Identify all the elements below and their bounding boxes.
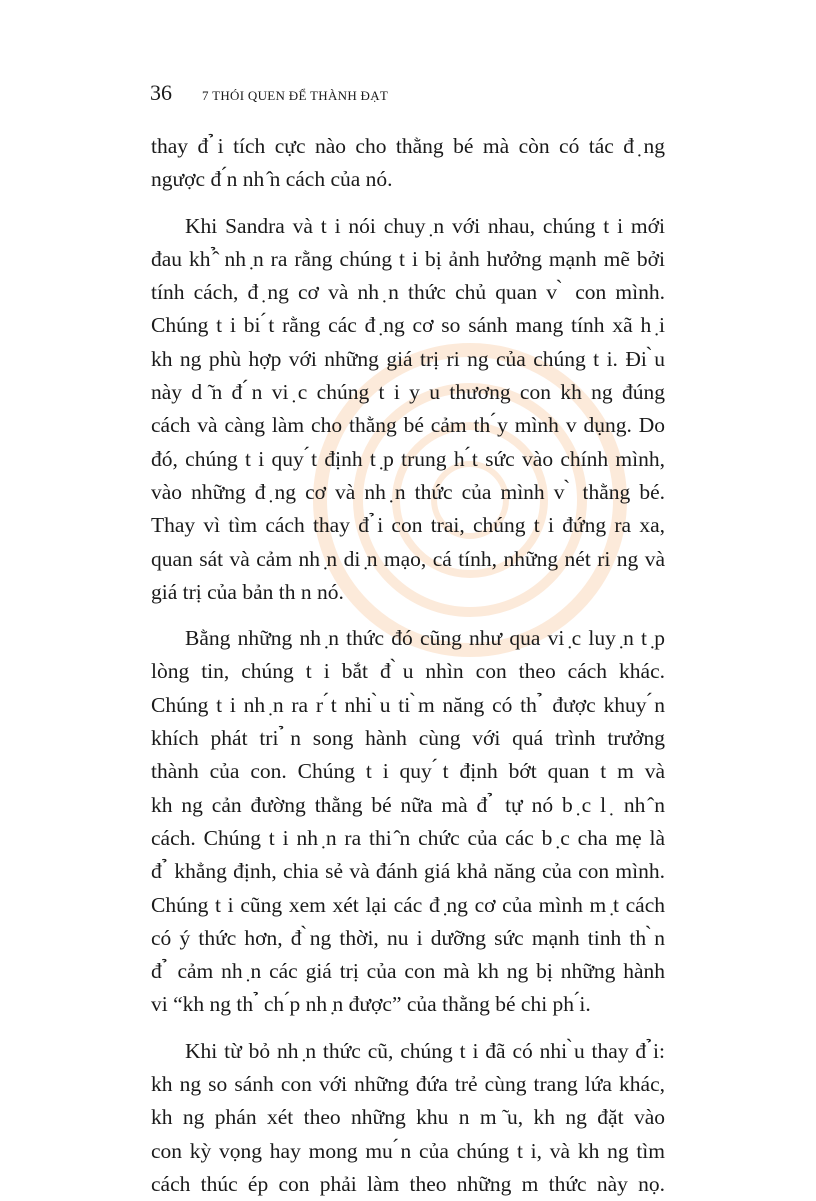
text-line: cách thúc ép con phải làm theo những m thức này nọ.: [151, 1171, 665, 1196]
text-line: cách. Chúng t i nh ̣n ra thi ̂n chức của các b ̣c cha mẹ là: [151, 825, 665, 850]
text-line: đó, chúng t i quy ́t định t ̣p trung h ́t sức vào chính mình,: [151, 446, 665, 471]
text-line: kh ng phán xét theo những khu n m ̃u, kh ng đặt vào: [151, 1105, 665, 1130]
text-line: vào những đ ̣ng cơ và nh ̣n thức của mình v ̀ thằng bé.: [151, 479, 665, 504]
page-number: 36: [150, 80, 172, 105]
text-line: này d ̃n đ ́n vi ̣c chúng t i y u thương con kh ng đúng: [151, 380, 665, 405]
text-line: Bằng những nh ̣n thức đó cũng như qua vi ̣c luy ̣n t ̣p: [185, 626, 665, 651]
text-line: tính cách, đ ̣ng cơ và nh ̣n thức chủ quan v ̀ con mình.: [151, 280, 665, 305]
paragraph: [151, 130, 665, 197]
text-line: khích phát tri ̉n song hành cùng với quá trình trưởng: [151, 726, 665, 751]
body-text: [151, 130, 665, 1201]
book-title: 7 THÓI QUEN ĐỂ THÀNH ĐẠT: [202, 88, 389, 103]
paragraph: [151, 210, 665, 610]
text-line: cách và càng làm cho thằng bé cảm th ́y mình v dụng. Do: [151, 413, 665, 438]
text-line: Thay vì tìm cách thay đ ̉i con trai, chúng t i đứng ra xa,: [151, 513, 665, 538]
text-line: Khi từ bỏ nh ̣n thức cũ, chúng t i đã có nhi ̀u thay đ ̉i:: [185, 1038, 665, 1063]
paragraph: [151, 1035, 665, 1201]
text-line: ngược đ ́n nh ̂n cách của nó.: [151, 167, 393, 192]
text-line: lòng tin, chúng t i bắt đ ̀u nhìn con theo cách khác.: [151, 659, 665, 684]
text-line: thay đ ̉i tích cực nào cho thằng bé mà còn có tác đ ̣ng: [151, 134, 665, 158]
text-line: kh ng cản đường thằng bé nữa mà đ ̉ tự nó b ̣c l ̣ nh ̂n: [151, 792, 665, 817]
text-line: Chúng t i nh ̣n ra r ́t nhi ̀u ti ̀m năng có th ̉ được khuy ́n: [151, 692, 665, 717]
text-line: kh ng so sánh con với những đứa trẻ cùng trang lứa khác,: [151, 1072, 665, 1097]
text-line: đ ̉ cảm nh ̣n các giá trị của con mà kh ng bị những hành: [151, 959, 665, 984]
text-line: kh ng phù hợp với những giá trị ri ng của chúng t i. Đi ̀u: [151, 346, 665, 371]
running-head: [150, 80, 388, 106]
text-line: Khi Sandra và t i nói chuy ̣n với nhau, chúng t i mới: [185, 213, 665, 238]
text-line: giá trị của bản th n nó.: [151, 579, 344, 604]
text-line: Chúng t i bi ́t rằng các đ ̣ng cơ so sánh mang tính xã h ̣i: [151, 313, 665, 338]
text-line: có ý thức hơn, đ ̀ng thời, nu i dưỡng sức mạnh tinh th ̀n: [151, 925, 665, 950]
text-line: đau kh ̂̉ nh ̣n ra rằng chúng t i bị ảnh hưởng mạnh mẽ bởi: [151, 246, 665, 271]
text-line: vi “kh ng th ̉ ch ́p nh ̣n được” của thằng bé chi ph ́i.: [151, 992, 591, 1017]
text-line: quan sát và cảm nh ̣n di ̣n mạo, cá tính, những nét ri ng và: [151, 546, 665, 571]
paragraph: [151, 622, 665, 1022]
text-line: thành của con. Chúng t i quy ́t định bớt quan t m và: [151, 759, 665, 784]
text-line: con kỳ vọng hay mong mu ́n của chúng t i, và kh ng tìm: [151, 1138, 665, 1163]
text-line: Chúng t i cũng xem xét lại các đ ̣ng cơ của mình m ̣t cách: [151, 892, 665, 917]
text-line: đ ̉ khẳng định, chia sẻ và đánh giá khả năng của con mình.: [151, 859, 665, 884]
